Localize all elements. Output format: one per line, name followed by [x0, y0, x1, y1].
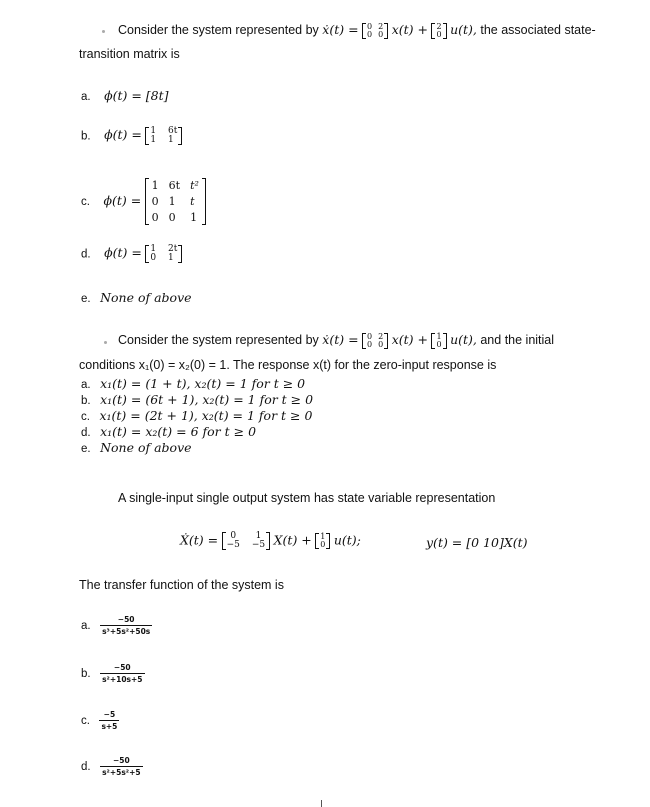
q1-eq-lhs: ẋ(t) = [322, 22, 359, 37]
q1-a22: 0 [378, 29, 384, 39]
q2-a11: 0 [367, 331, 373, 341]
matrix-cell: 0 [151, 211, 159, 224]
matrix-cell: −5 [251, 540, 266, 550]
matrix-cell: 1 [168, 253, 174, 263]
q2-a22: 0 [378, 339, 384, 349]
q2-a21: 0 [367, 339, 373, 349]
option-label: a. [81, 379, 91, 391]
q2-xt: x(t) + [391, 332, 428, 347]
numerator: −50 [112, 756, 130, 765]
q3-matrix-b [315, 533, 330, 549]
option-label: c. [81, 411, 90, 423]
q2-a12: 2 [378, 331, 384, 341]
q3-xt: X(t) + [273, 532, 312, 548]
option-text: None of above [100, 440, 192, 455]
matrix-cell: 6t [168, 179, 181, 192]
q3-ut: u(t); [333, 532, 361, 548]
q3-state-equation [180, 532, 361, 550]
q1-option-c[interactable] [81, 178, 206, 225]
q2-option-c[interactable] [81, 408, 313, 424]
q1-option-d[interactable] [81, 245, 182, 263]
q1-option-a[interactable] [81, 88, 169, 103]
option-label: c. [81, 195, 90, 208]
option-label: b. [81, 395, 91, 407]
denominator: s²+10s+5 [102, 675, 143, 684]
numerator: −50 [113, 663, 131, 672]
fraction [100, 756, 143, 777]
bullet-dot [102, 30, 105, 33]
q1-d-lhs: ϕ(t) = [104, 245, 142, 261]
option-text: x₁(t) = (2t + 1), x₂(t) = 1 for t ≥ 0 [99, 408, 313, 423]
matrix-cell: 0 [230, 531, 237, 541]
fraction [99, 710, 119, 731]
q2-eq-lhs: ẋ(t) = [322, 332, 359, 347]
option-label: d. [81, 760, 91, 773]
option-label: e. [81, 293, 91, 305]
q1-b-lhs: ϕ(t) = [104, 127, 142, 143]
matrix-cell: −5 [226, 540, 240, 550]
q2-option-a[interactable] [81, 376, 313, 392]
q2-b1: 1 [436, 331, 442, 341]
matrix-cell: 1 [190, 211, 198, 224]
q1-lead: Consider the system represented by [118, 23, 319, 37]
q1-c-matrix [145, 178, 206, 225]
q1-line2: transition matrix is [79, 47, 180, 61]
q2-option-e[interactable] [81, 440, 313, 456]
matrix-cell: 0 [150, 253, 157, 263]
q2-statement [118, 332, 554, 349]
q1-a12: 2 [378, 21, 384, 31]
q1-matrix-a [362, 23, 388, 39]
q2-options [81, 376, 313, 456]
q1-statement [118, 22, 596, 39]
q2-tail: and the initial [480, 333, 555, 347]
option-label: b. [81, 667, 91, 680]
q1-b1: 2 [436, 21, 442, 31]
q3-option-c[interactable] [81, 710, 119, 731]
matrix-cell: 0 [320, 540, 326, 549]
option-label: e. [81, 443, 91, 455]
page-cut-mark [321, 800, 322, 807]
q2-option-d[interactable] [81, 424, 313, 440]
q1-a11: 0 [367, 21, 373, 31]
option-label: d. [81, 427, 91, 439]
q2-lead: Consider the system represented by [118, 333, 319, 347]
matrix-cell: 2t [168, 244, 178, 254]
q3-option-a[interactable] [81, 615, 152, 636]
numerator: −50 [117, 615, 135, 624]
option-label: c. [81, 714, 90, 727]
q1-a-expr: ϕ(t) = [8t] [104, 88, 169, 103]
q1-option-e[interactable] [81, 290, 192, 305]
q1-b-matrix [145, 127, 182, 145]
matrix-cell: 1 [150, 135, 157, 145]
q2-ut: u(t), [450, 332, 477, 347]
matrix-cell: t² [190, 179, 199, 192]
q3-option-b[interactable] [81, 663, 145, 684]
q1-d-matrix [145, 245, 182, 263]
matrix-cell: t [190, 195, 195, 208]
q2-option-b[interactable] [81, 392, 313, 408]
option-text: x₁(t) = (1 + t), x₂(t) = 1 for t ≥ 0 [100, 376, 306, 391]
matrix-cell: 1 [320, 532, 326, 541]
q1-e-text: None of above [100, 290, 192, 305]
denominator: s²+5s²+5 [102, 768, 141, 777]
option-label: a. [81, 91, 91, 103]
fraction [100, 663, 144, 684]
numerator: −5 [103, 710, 116, 719]
q1-matrix-b [431, 23, 446, 39]
matrix-cell: 1 [168, 195, 176, 208]
q2-matrix-b [431, 333, 446, 349]
option-label: d. [81, 248, 91, 261]
q2-matrix-a [362, 333, 388, 349]
matrix-cell: 1 [150, 244, 157, 254]
option-text: x₁(t) = x₂(t) = 6 for t ≥ 0 [100, 424, 257, 439]
option-text: x₁(t) = (6t + 1), x₂(t) = 1 for t ≥ 0 [100, 392, 314, 407]
q3-lead: A single-input single output system has state variable representation [118, 491, 496, 505]
q1-xt: x(t) + [391, 22, 428, 37]
q1-c-lhs: ϕ(t) = [103, 192, 142, 208]
q3-option-d[interactable] [81, 756, 143, 777]
matrix-cell: 1 [255, 531, 262, 541]
q1-a21: 0 [367, 29, 373, 39]
matrix-cell: 1 [168, 135, 174, 145]
matrix-cell: 0 [151, 195, 159, 208]
q3-eq-lhs: Ẋ(t) = [180, 532, 219, 548]
denominator: s+5 [101, 722, 118, 731]
q2-b2: 0 [436, 339, 442, 349]
q1-tail: the associated state- [480, 23, 596, 37]
matrix-cell: 1 [151, 179, 159, 192]
q3-output-equation: y(t) = [0 10]X(t) [426, 535, 528, 550]
q2-line2: conditions x₁(0) = x₂(0) = 1. The response x(t) for the zero-input response is [79, 358, 497, 372]
q3-tf-line: The transfer function of the system is [79, 578, 284, 592]
q1-option-b[interactable] [81, 127, 182, 145]
q3-matrix-a [222, 532, 271, 550]
matrix-cell: 0 [168, 211, 176, 224]
matrix-cell: 6t [168, 126, 178, 136]
option-label: a. [81, 619, 91, 632]
fraction [100, 615, 152, 636]
denominator: s³+5s²+50s [102, 627, 151, 636]
q1-ut: u(t), [450, 22, 477, 37]
matrix-cell: 1 [150, 126, 157, 136]
option-label: b. [81, 130, 91, 143]
bullet-dot [104, 341, 107, 344]
q1-b2: 0 [436, 29, 442, 39]
